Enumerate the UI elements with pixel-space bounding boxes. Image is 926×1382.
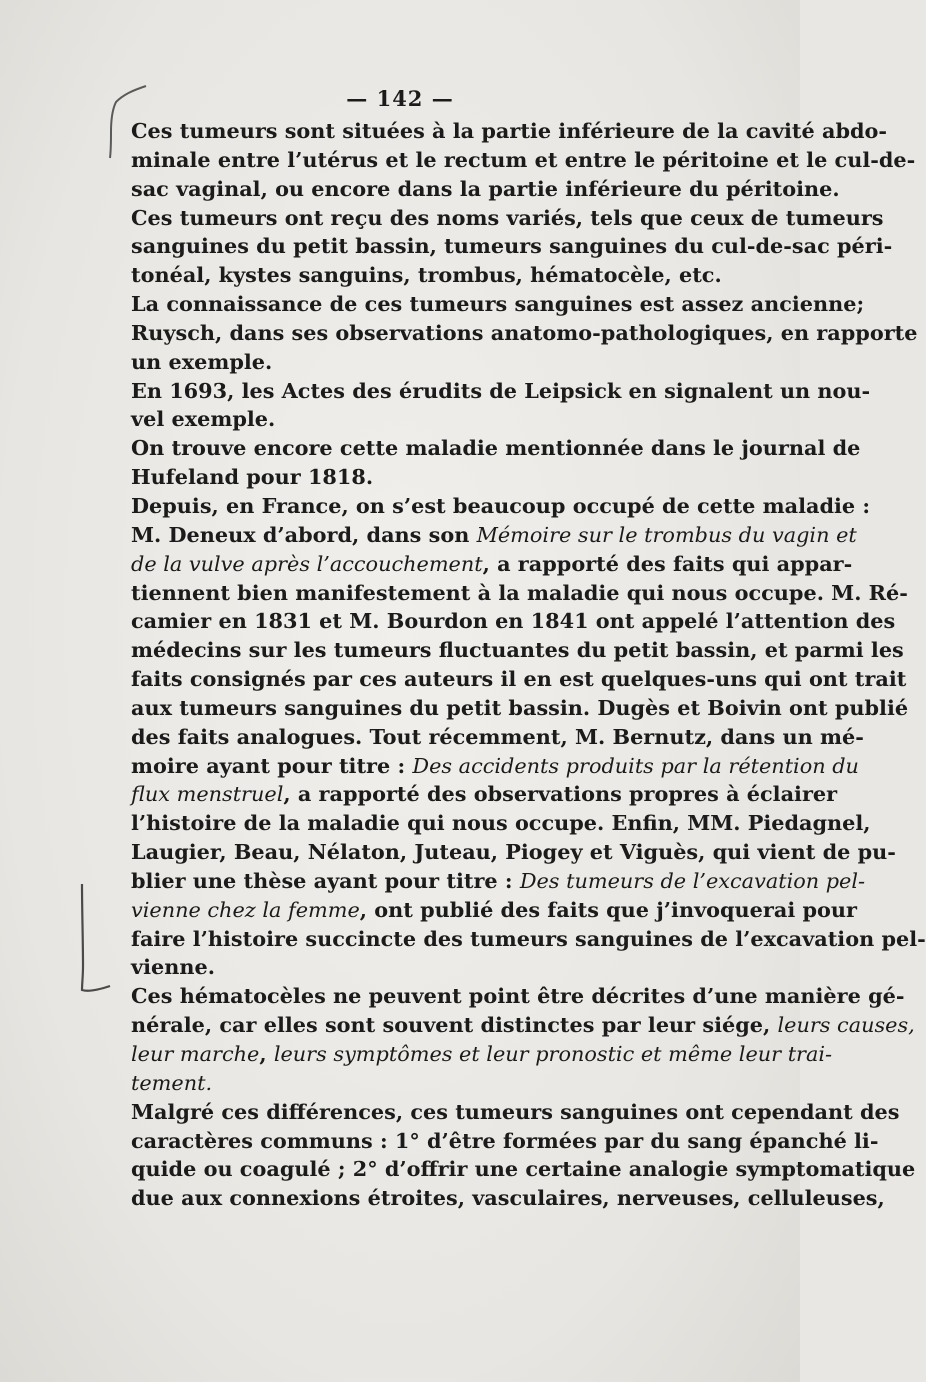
text-line: camier en 1831 et M. Bourdon en 1841 ont appelé l’attention des xyxy=(131,608,896,634)
text-line: tonéal, kystes sanguins, trombus, hématocèle, etc. xyxy=(131,262,722,288)
pencil-bracket-mark-bottom xyxy=(74,880,114,1010)
italic-title: Des accidents produits par la rétention du xyxy=(412,753,859,778)
paragraph-1 xyxy=(109,117,916,204)
italic-title: de la vulve après l’accouchement xyxy=(131,551,483,576)
text-line: l’histoire de la maladie qui nous occupe. Enfin, MM. Piedagnel, xyxy=(131,810,871,836)
text-line xyxy=(109,1069,735,1098)
page-number: — 142 — xyxy=(346,86,454,111)
text-line: blier une thèse ayant pour titre : Des tumeurs de l’excavation pel- xyxy=(131,867,866,893)
text-line: Hufeland pour 1818. xyxy=(131,464,374,490)
text-line: vel exemple. xyxy=(131,406,276,432)
italic-title: Mémoire sur le trombus du vagin et xyxy=(476,522,857,547)
body-text xyxy=(109,117,926,1213)
paragraph-2 xyxy=(109,204,893,291)
text-line: Ces tumeurs ont reçu des noms variés, tels que ceux de tumeurs xyxy=(131,204,884,230)
text-line: Malgré ces différences, ces tumeurs sanguines ont cependant des xyxy=(131,1098,900,1124)
italic-phrase: leur marche xyxy=(131,1042,260,1066)
text-line: Ces tumeurs sont situées à la partie inférieure de la cavité abdo- xyxy=(131,118,888,143)
italic-phrase: tement. xyxy=(131,1070,213,1095)
text-line: faire l’histoire succincte des tumeurs sanguines de l’excavation pel- xyxy=(131,925,926,951)
italic-title: vienne chez la femme xyxy=(131,897,360,922)
text-line: M. Deneux d’abord, dans son Mémoire sur le trombus du vagin et xyxy=(131,521,857,547)
text-line: vienne. xyxy=(131,954,215,980)
paragraph-8 xyxy=(109,1098,916,1213)
text-line: aux tumeurs sanguines du petit bassin. Dugès et Boivin ont publié xyxy=(131,694,909,720)
text-line: due aux connexions étroites, vasculaires, nerveuses, celluleuses, xyxy=(131,1185,885,1211)
text-line: un exemple. xyxy=(131,348,273,374)
text-line: moire ayant pour titre : Des accidents produits par la rétention du xyxy=(131,752,859,778)
text-line: La connaissance de ces tumeurs sanguines est assez ancienne; xyxy=(131,291,865,317)
italic-phrase: leurs symptômes et leur pronostic et même leur trai- xyxy=(273,1042,833,1066)
text-line: En 1693, les Actes des érudits de Leipsick en signalent un nou- xyxy=(131,377,871,403)
text-line: quide ou coagulé ; 2° d’offrir une certaine analogie symptomatique xyxy=(131,1156,916,1182)
text-line: leur marche, leurs symptômes et leur pronostic et même leur trai- xyxy=(131,1041,833,1066)
italic-title: Des tumeurs de l’excavation pel- xyxy=(519,868,866,893)
text-line: On trouve encore cette maladie mentionnée dans le journal de xyxy=(131,435,861,461)
italic-title: flux menstruel xyxy=(131,782,284,807)
text-line: Depuis, en France, on s’est beaucoup occupé de cette maladie : xyxy=(131,492,871,518)
text-line: Ces hématocèles ne peuvent point être décrites d’une manière gé- xyxy=(131,983,905,1009)
text-line: Ruysch, dans ses observations anatomo-pathologiques, en rapporte xyxy=(131,319,918,345)
text-line: caractères communs : 1° d’être formées par du sang épanché li- xyxy=(131,1127,879,1153)
text-line: de la vulve après l’accouchement, a rapporté des faits qui appar- xyxy=(131,550,853,576)
italic-phrase: leurs causes, xyxy=(777,1013,915,1038)
text-line: vienne chez la femme, ont publié des faits que j’invoquerai pour xyxy=(131,896,857,922)
text-line: nérale, car elles sont souvent distinctes par leur siége, leurs causes, xyxy=(131,1012,915,1038)
text-line: médecins sur les tumeurs fluctuantes du petit bassin, et parmi les xyxy=(131,637,904,663)
text-line: flux menstruel, a rapporté des observations propres à éclairer xyxy=(131,781,838,807)
text-line: faits consignés par ces auteurs il en est quelques-uns qui ont trait xyxy=(131,666,907,692)
paragraph-4 xyxy=(109,377,871,435)
paragraph-5 xyxy=(109,434,861,492)
text-line: sanguines du petit bassin, tumeurs sanguines du cul-de-sac péri- xyxy=(131,233,893,259)
paragraph-7 xyxy=(109,982,915,1097)
paragraph-6 xyxy=(109,492,926,982)
text-line: sac vaginal, ou encore dans la partie inférieure du péritoine. xyxy=(131,175,840,201)
paragraph-3 xyxy=(109,290,918,377)
text-line: Laugier, Beau, Nélaton, Juteau, Piogey et Viguès, qui vient de pu- xyxy=(131,839,896,865)
text-line: minale entre l’utérus et le rectum et entre le péritoine et le cul-de- xyxy=(131,146,916,172)
text-line: des faits analogues. Tout récemment, M. Bernutz, dans un mé- xyxy=(131,723,864,749)
text-line: tiennent bien manifestement à la maladie qui nous occupe. M. Ré- xyxy=(131,579,908,605)
